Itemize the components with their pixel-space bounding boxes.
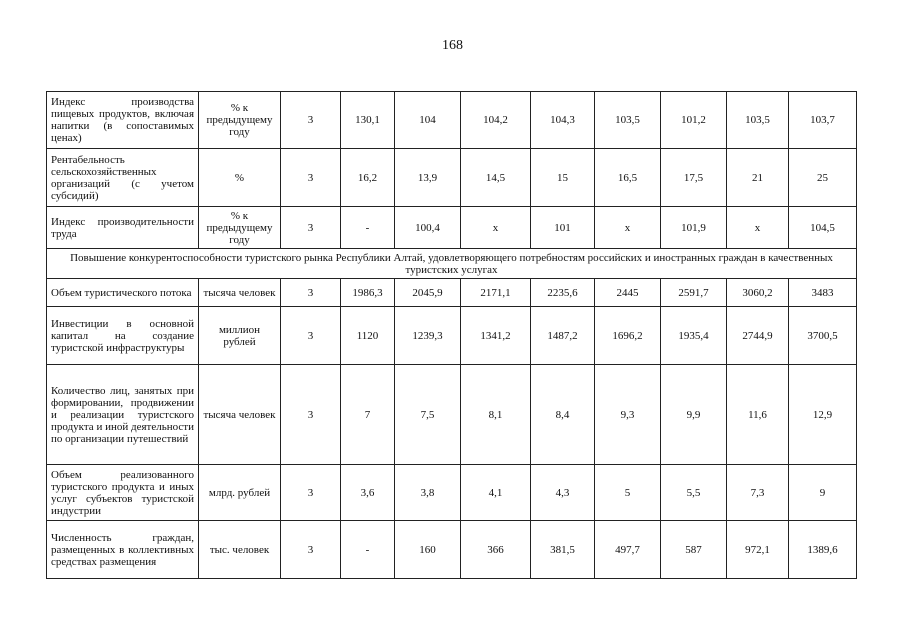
source-cell: 3 xyxy=(281,465,341,521)
indicator-name: Объем туристического потока xyxy=(47,279,199,307)
value-cell: 9,9 xyxy=(661,365,727,465)
value-cell: 104 xyxy=(395,92,461,149)
value-cell: 1389,6 xyxy=(789,521,857,579)
value-cell: 25 xyxy=(789,149,857,207)
value-cell: 13,9 xyxy=(395,149,461,207)
value-cell: 15 xyxy=(531,149,595,207)
value-cell: 104,3 xyxy=(531,92,595,149)
indicator-name: Объем реализованного туристского продукта и иных услуг субъектов туристской индустрии xyxy=(47,465,199,521)
value-cell: 103,5 xyxy=(727,92,789,149)
value-cell: 1935,4 xyxy=(661,307,727,365)
value-cell: 101,9 xyxy=(661,207,727,249)
value-cell: 1239,3 xyxy=(395,307,461,365)
indicator-name: Индекс производительности труда xyxy=(47,207,199,249)
value-cell: 7,3 xyxy=(727,465,789,521)
value-cell: 4,3 xyxy=(531,465,595,521)
source-cell: 3 xyxy=(281,92,341,149)
value-cell: 3060,2 xyxy=(727,279,789,307)
value-cell: 1487,2 xyxy=(531,307,595,365)
value-cell: 103,5 xyxy=(595,92,661,149)
value-cell: 101,2 xyxy=(661,92,727,149)
indicator-name: Инвестиции в основной капитал на создание туристской инфраструктуры xyxy=(47,307,199,365)
value-cell: 3,6 xyxy=(341,465,395,521)
value-cell: 21 xyxy=(727,149,789,207)
section-title: Повышение конкурентоспособности туристского рынка Республики Алтай, удовлетворяющего потребностям российских и иностранных граждан в качественных туристских услугах xyxy=(47,249,857,279)
table-row xyxy=(47,521,857,579)
table-row xyxy=(47,279,857,307)
value-cell: x xyxy=(595,207,661,249)
value-cell: 587 xyxy=(661,521,727,579)
unit-cell: % к предыдущему году xyxy=(199,92,281,149)
value-cell: 366 xyxy=(461,521,531,579)
value-cell: 5,5 xyxy=(661,465,727,521)
table-row xyxy=(47,465,857,521)
value-cell: 103,7 xyxy=(789,92,857,149)
source-cell: 3 xyxy=(281,279,341,307)
value-cell: 17,5 xyxy=(661,149,727,207)
value-cell: 5 xyxy=(595,465,661,521)
source-cell: 3 xyxy=(281,149,341,207)
source-cell: 3 xyxy=(281,521,341,579)
unit-cell: миллион рублей xyxy=(199,307,281,365)
value-cell: 8,4 xyxy=(531,365,595,465)
value-cell: 9,3 xyxy=(595,365,661,465)
table-row xyxy=(47,207,857,249)
value-cell: 7,5 xyxy=(395,365,461,465)
value-cell: 2235,6 xyxy=(531,279,595,307)
value-cell: 100,4 xyxy=(395,207,461,249)
table-row xyxy=(47,365,857,465)
value-cell: 12,9 xyxy=(789,365,857,465)
value-cell: 3483 xyxy=(789,279,857,307)
value-cell: 101 xyxy=(531,207,595,249)
page-number: 168 xyxy=(442,38,463,53)
value-cell: 2744,9 xyxy=(727,307,789,365)
value-cell: x xyxy=(727,207,789,249)
unit-cell: млрд. рублей xyxy=(199,465,281,521)
value-cell: 160 xyxy=(395,521,461,579)
indicator-name: Индекс производства пищевых продуктов, включая напитки (в сопоставимых ценах) xyxy=(47,92,199,149)
value-cell: 104,2 xyxy=(461,92,531,149)
indicator-name: Численность граждан, размещенных в коллективных средствах размещения xyxy=(47,521,199,579)
indicator-name: Количество лиц, занятых при формировании, продвижении и реализации туристского продукта и иной деятельности по организации путешествий xyxy=(47,365,199,465)
value-cell: 4,1 xyxy=(461,465,531,521)
value-cell: 14,5 xyxy=(461,149,531,207)
value-cell: 2445 xyxy=(595,279,661,307)
value-cell: 1986,3 xyxy=(341,279,395,307)
value-cell: 2591,7 xyxy=(661,279,727,307)
unit-cell: % xyxy=(199,149,281,207)
value-cell: - xyxy=(341,521,395,579)
unit-cell: % к предыдущему году xyxy=(199,207,281,249)
value-cell: 104,5 xyxy=(789,207,857,249)
indicators-table xyxy=(46,91,857,579)
value-cell: 972,1 xyxy=(727,521,789,579)
value-cell: 2045,9 xyxy=(395,279,461,307)
value-cell: 381,5 xyxy=(531,521,595,579)
section-header-row xyxy=(47,249,857,279)
value-cell: 130,1 xyxy=(341,92,395,149)
value-cell: 1696,2 xyxy=(595,307,661,365)
table-row xyxy=(47,307,857,365)
value-cell: 9 xyxy=(789,465,857,521)
unit-cell: тысяча человек xyxy=(199,365,281,465)
table-row xyxy=(47,149,857,207)
value-cell: 7 xyxy=(341,365,395,465)
value-cell: 2171,1 xyxy=(461,279,531,307)
value-cell: 497,7 xyxy=(595,521,661,579)
value-cell: 3,8 xyxy=(395,465,461,521)
table-row xyxy=(47,92,857,149)
value-cell: 16,5 xyxy=(595,149,661,207)
source-cell: 3 xyxy=(281,207,341,249)
indicator-name: Рентабельность сельскохозяйственных организаций (с учетом субсидий) xyxy=(47,149,199,207)
value-cell: 16,2 xyxy=(341,149,395,207)
value-cell: 1120 xyxy=(341,307,395,365)
value-cell: 11,6 xyxy=(727,365,789,465)
value-cell: x xyxy=(461,207,531,249)
value-cell: 8,1 xyxy=(461,365,531,465)
source-cell: 3 xyxy=(281,365,341,465)
unit-cell: тысяча человек xyxy=(199,279,281,307)
value-cell: - xyxy=(341,207,395,249)
unit-cell: тыс. человек xyxy=(199,521,281,579)
source-cell: 3 xyxy=(281,307,341,365)
value-cell: 1341,2 xyxy=(461,307,531,365)
value-cell: 3700,5 xyxy=(789,307,857,365)
